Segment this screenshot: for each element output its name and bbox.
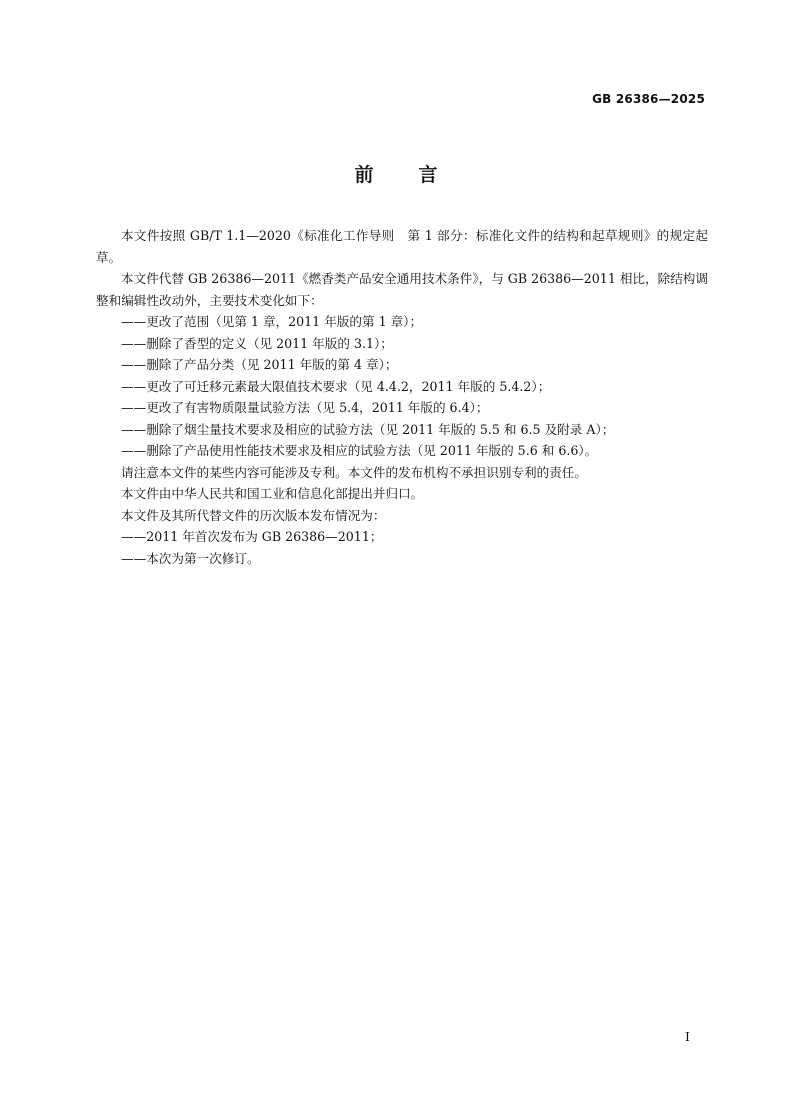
paragraph-proposer: 本文件由中华人民共和国工业和信息化部提出并归口。 (121, 486, 424, 501)
foreword-body (96, 225, 708, 569)
paragraph-replacement: 本文件代替 GB 26386—2011《燃香类产品安全通用技术条件》，与 GB 26386—2011 相比，除结构调整和编辑性改动外，主要技术变化如下： (96, 271, 708, 308)
list-item: ——删除了产品使用性能技术要求及相应的试验方法（见 2011 年版的 5.6 和 6.6）。 (121, 443, 598, 458)
changes-list (96, 311, 708, 462)
history-list (96, 526, 708, 569)
list-item: ——本次为第一次修订。 (121, 550, 260, 566)
page-number: I (685, 1029, 690, 1044)
paragraph-patent-notice: 请注意本文件的某些内容可能涉及专利。本文件的发布机构不承担识别专利的责任。 (121, 464, 587, 480)
list-item: ——删除了香型的定义（见 2011 年版的 3.1）； (121, 335, 393, 351)
list-item: ——更改了范围（见第 1 章，2011 年版的第 1 章）； (121, 314, 423, 329)
list-item: ——2011 年首次发布为 GB 26386—2011； (121, 529, 383, 544)
paragraph-version-history: 本文件及其所代替文件的历次版本发布情况为： (121, 507, 386, 523)
paragraph-drafting-rules: 本文件按照 GB/T 1.1—2020《标准化工作导则 第 1 部分：标准化文件的结构和起草规则》的规定起草。 (96, 228, 708, 265)
list-item: ——更改了有害物质限量试验方法（见 5.4，2011 年版的 6.4）； (121, 400, 489, 415)
list-item: ——删除了烟尘量技术要求及相应的试验方法（见 2011 年版的 5.5 和 6.5 及附录 A）； (121, 421, 615, 437)
list-item: ——删除了产品分类（见 2011 年版的第 4 章）； (121, 357, 398, 372)
document-code: GB 26386—2025 (592, 92, 705, 106)
page-title: 前言 (354, 164, 483, 186)
list-item: ——更改了可迁移元素最大限值技术要求（见 4.4.2，2011 年版的 5.4.2）； (121, 378, 551, 394)
